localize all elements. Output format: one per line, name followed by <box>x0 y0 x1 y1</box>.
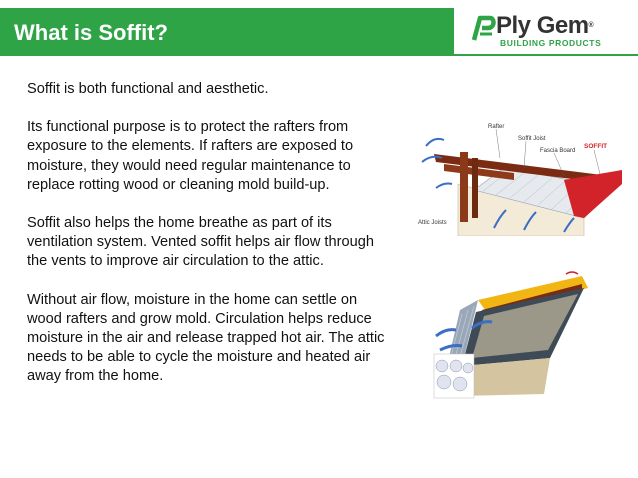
label-soffit-joist: Soffit Joist <box>518 136 546 142</box>
paragraph-2: Its functional purpose is to protect the rafters from exposure to the elements. If rafters are exposed to moisture, they would need regular maintenance to replace rotting wood or cleaning mold build-up. <box>27 119 354 193</box>
label-attic-joists: Attic Joists <box>418 220 447 226</box>
soffit-cross-section-diagram <box>414 118 624 236</box>
label-rafter: Rafter <box>488 124 505 130</box>
plygem-leaf-icon <box>470 14 496 42</box>
slide-title: What is Soffit? <box>14 20 168 45</box>
label-soffit: SOFFIT <box>584 143 608 150</box>
paragraph-1: Soffit is both functional and aesthetic. <box>27 81 269 97</box>
body-text <box>27 80 389 406</box>
paragraph-4: Without air flow, moisture in the home can settle on wood rafters and grow mold. Circulation helps reduce moisture in the air and release trapped hot air. The attic needs to be able to cycle the moisture and heated air away from the home. <box>27 291 385 385</box>
paragraph-3: Soffit also helps the home breathe as part of its ventilation system. Vented soffit helps air flow through the vents to improve air circulation to the attic. <box>27 215 374 270</box>
plygem-logo <box>470 12 630 50</box>
brand-subtitle: BUILDING PRODUCTS <box>500 38 602 48</box>
heat-arrow <box>566 272 578 274</box>
attic-joist-post <box>460 152 468 222</box>
header-divider <box>0 54 638 56</box>
vented-soffit-illustration <box>432 270 592 400</box>
brand-name: Ply Gem® <box>496 12 594 39</box>
label-fascia-board: Fascia Board <box>540 148 576 154</box>
title-bar <box>0 8 454 54</box>
